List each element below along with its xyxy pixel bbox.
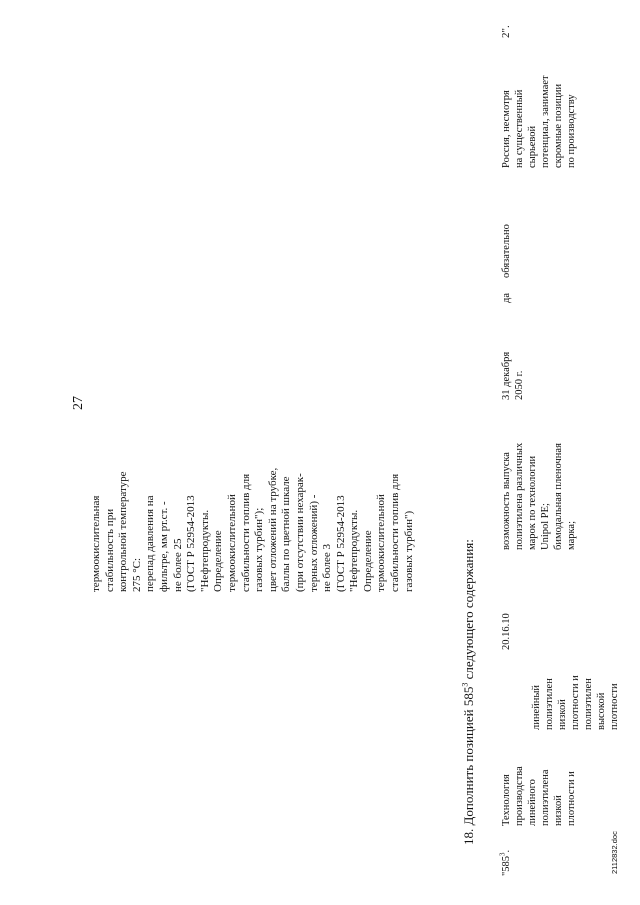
row-note: Россия, несмотря на существенный сырьевой потенциал, занимает скромные позиции по производству — [501, 75, 577, 168]
section-heading — [462, 539, 475, 845]
heading-suffix: следующего содержания: — [461, 539, 476, 683]
position-main: "585 — [501, 855, 512, 876]
rotated-sheet — [22, 20, 622, 880]
row-position-number — [500, 850, 513, 876]
position-superscript: 3 — [498, 852, 507, 856]
thermal-stability-requirements: термоокислительная стабильность при контрольной температуре 275 °С: перепад давления на фильтре, мм рт.ст. - не более 25 (ГОСТ Р 52954-2013 "Нефтепродукты. Определение термоокислительной стабильности топлив для газовых турбин"); цвет отложений на трубке, баллы по цветной шкале (при отсутствии нехарак- терных отложений) - не более 3 (ГОСТ Р 52954-2013 "Нефтепродукты. Определение термоокислительной стабильности топлив для газовых турбин") — [90, 467, 415, 592]
heading-text: 18. Дополнить позицией 585 — [461, 686, 476, 845]
heading-superscript: 3 — [460, 682, 470, 687]
page-number: 27 — [71, 396, 86, 410]
row-okpd-code: 20.16.10 — [501, 613, 512, 650]
row-closing-mark: 2". — [500, 25, 512, 38]
row-flag: да — [501, 292, 512, 303]
row-description: возможность выпуска полиэтилена различных марок по технологии Unipol PE; бимодальная пленочная марка; — [501, 442, 577, 550]
footer-filename: 2112832.doc — [610, 831, 619, 874]
position-dot: . — [501, 849, 512, 853]
row-product: линейный полиэтилен низкой плотности и полиэтилен высокой плотности — [531, 675, 620, 730]
row-requirement: обязательно — [501, 224, 512, 278]
row-technology: Технология производства линейного полиэтилена низкой плотности и — [501, 766, 577, 826]
row-deadline-date: 31 декабря 2050 г. — [501, 351, 525, 400]
